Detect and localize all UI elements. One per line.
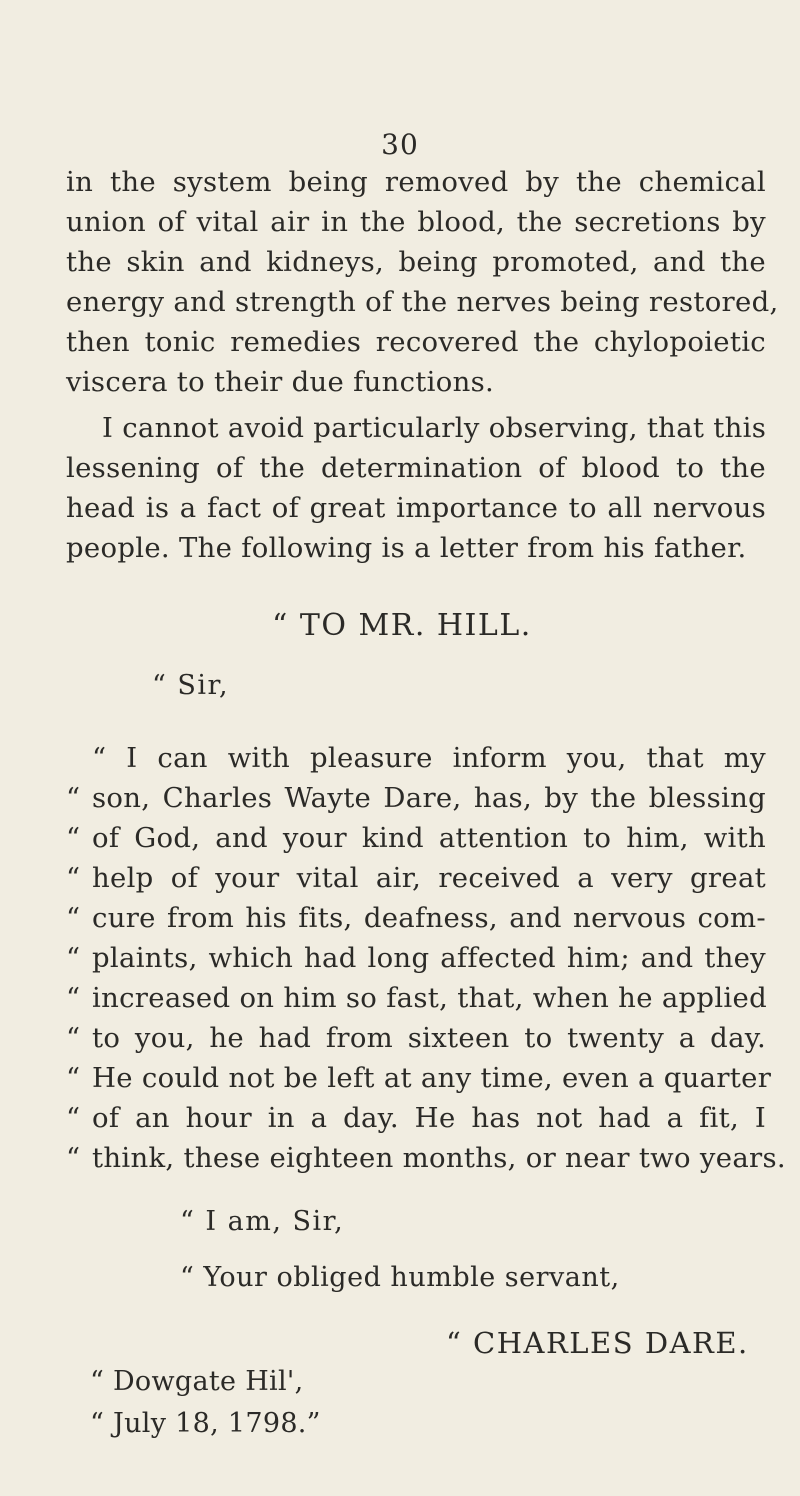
letter-heading: “ TO MR. HILL. <box>272 608 532 643</box>
letter-body-line: of an hour in a day. He has not had a fit, I <box>92 1102 766 1134</box>
letter-body-line: help of your vital air, received a very great <box>92 862 766 894</box>
letter-address: “ Dowgate Hil', <box>90 1366 304 1397</box>
letter-signature: “ CHARLES DARE. <box>446 1326 749 1360</box>
quote-mark: “ <box>66 1062 81 1094</box>
letter-salutation: “ Sir, <box>152 670 230 701</box>
letter-body-line: of God, and your kind attention to him, with <box>92 822 766 854</box>
paragraph1-line: the skin and kidneys, being promoted, and the <box>66 246 766 278</box>
letter-body-line: plaints, which had long affected him; and they <box>92 942 766 974</box>
letter-body-line: increased on him so fast, that, when he applied <box>92 982 767 1014</box>
paragraph1-line: in the system being removed by the chemical <box>66 166 766 198</box>
paragraph1-line: energy and strength of the nerves being restored, <box>66 286 779 318</box>
quote-mark: “ <box>66 862 81 894</box>
letter-closing: “ I am, Sir, <box>180 1206 345 1237</box>
paragraph2-line: I cannot avoid particularly observing, that this <box>102 412 767 444</box>
quote-mark: “ <box>66 1102 81 1134</box>
page-number: 30 <box>381 128 419 161</box>
letter-closing: “ Your obliged humble servant, <box>180 1262 620 1293</box>
quote-mark: “ <box>66 982 81 1014</box>
letter-body-line: think, these eighteen months, or near two years. <box>92 1142 786 1174</box>
letter-body-line: “ I can with pleasure inform you, that my <box>92 742 766 774</box>
paragraph1-line: viscera to their due functions. <box>66 366 495 398</box>
letter-body-line: cure from his fits, deafness, and nervous com- <box>92 902 766 934</box>
paragraph1-line: union of vital air in the blood, the secretions by <box>66 206 766 238</box>
letter-body-line: son, Charles Wayte Dare, has, by the blessing <box>92 782 766 814</box>
quote-mark: “ <box>66 782 81 814</box>
letter-date: “ July 18, 1798.” <box>90 1408 321 1439</box>
quote-mark: “ <box>66 1142 81 1174</box>
quote-mark: “ <box>66 942 81 974</box>
quote-mark: “ <box>66 822 81 854</box>
paragraph2-line: head is a fact of great importance to all nervous <box>66 492 766 524</box>
letter-body-line: He could not be left at any time, even a quarter <box>92 1062 772 1094</box>
quote-mark: “ <box>66 1022 81 1054</box>
letter-body-line: to you, he had from sixteen to twenty a day. <box>92 1022 766 1054</box>
paragraph2-line: people. The following is a letter from his father. <box>66 532 747 564</box>
paragraph1-line: then tonic remedies recovered the chylopoietic <box>66 326 766 358</box>
quote-mark: “ <box>66 902 81 934</box>
paragraph2-line: lessening of the determination of blood to the <box>66 452 766 484</box>
